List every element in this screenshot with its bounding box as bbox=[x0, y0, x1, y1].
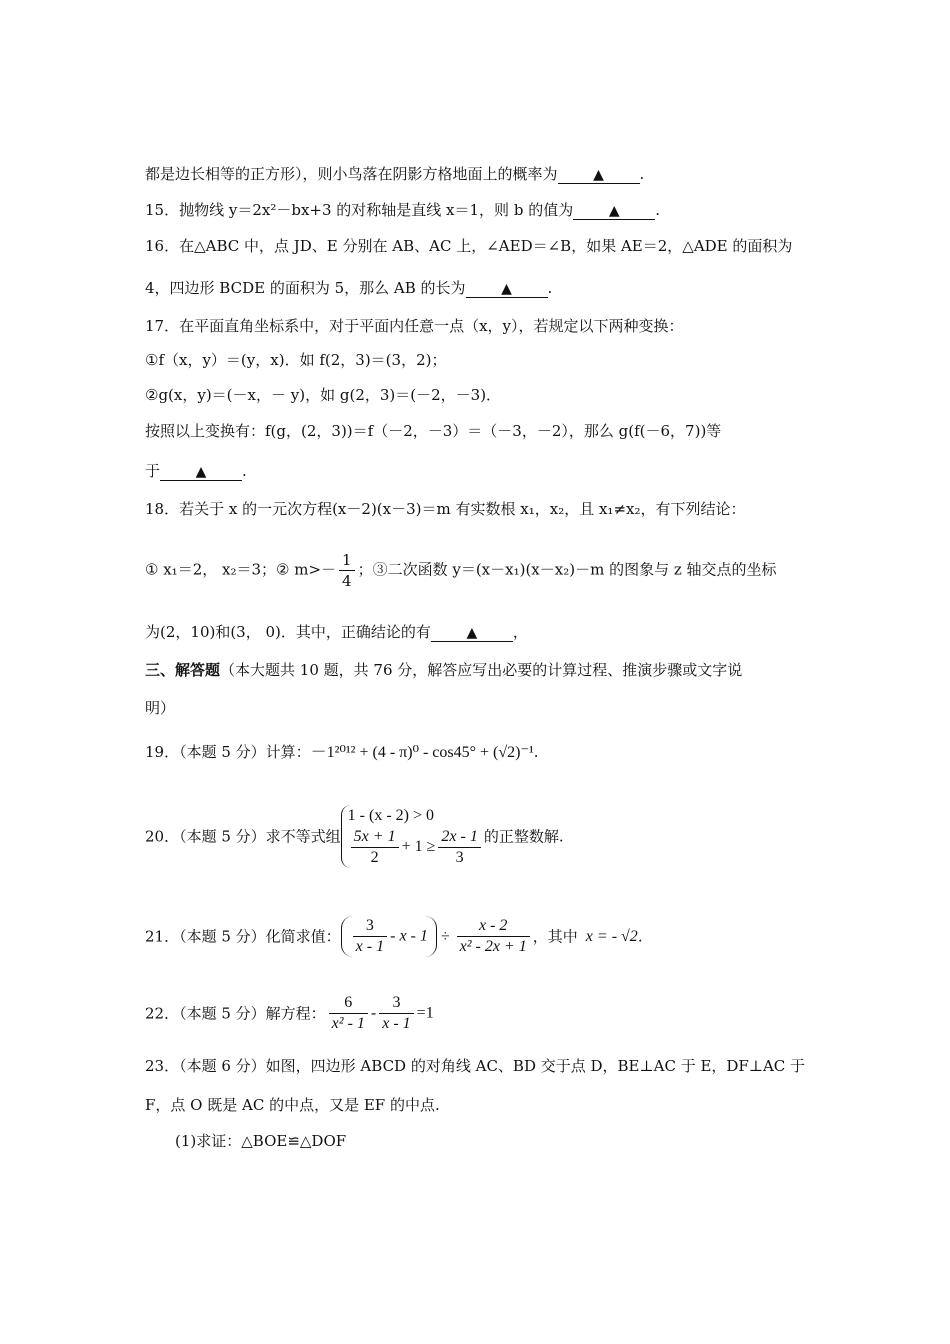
q21-bracket: $\frac{3}{x - 1}$ - x - 1 bbox=[341, 916, 437, 957]
triangle-icon: ▲ bbox=[195, 464, 207, 480]
q16-line1: 16．在△ABC 中，点 JD、E 分别在 AB、AC 上，∠AED＝∠B，如果 AE＝2，△ADE 的面积为 bbox=[145, 237, 793, 255]
triangle-icon: ▲ bbox=[501, 281, 512, 297]
inequality-system bbox=[341, 805, 484, 868]
q14-tail-line: 都是边长相等的正方形），则小鸟落在阴影方格地面上的概率为 ▲ . bbox=[145, 165, 645, 183]
triangle-icon: ▲ bbox=[466, 625, 478, 641]
section-description: （本大题共 10 题，共 76 分，解答应写出必要的计算过程、推演步骤或文字说 bbox=[220, 661, 743, 679]
q23-line2: F，点 O 既是 AC 的中点，又是 EF 的中点. bbox=[145, 1096, 440, 1114]
q19-line: 19．（本题 5 分）计算：－1²⁰¹² + (4 - π)⁰ - cos45° + (√2)⁻¹. bbox=[145, 743, 539, 761]
triangle-icon: ▲ bbox=[593, 167, 604, 183]
q19-expression: －1²⁰¹² + (4 - π)⁰ - cos45° + (√2)⁻¹ bbox=[310, 744, 534, 761]
fraction: $\frac{6}{\text{x² - 1}}$ bbox=[329, 993, 368, 1034]
fraction: $\frac{1}{4}$ bbox=[339, 550, 355, 591]
inequality-2: $\frac{5x + 1}{2}$ + 1 ≥ $\frac{2x - 1}{3}$ bbox=[348, 827, 484, 868]
q18-line3: 为(2，10)和(3， 0)．其中，正确结论的有 ▲ ， bbox=[145, 623, 528, 641]
q17-line4: 按照以上变换有：f(g，(2，3))＝f（－2，－3）＝（－3，－2），那么 g(f(－6，7))等 bbox=[145, 422, 722, 440]
q17-line5: 于 ▲ . bbox=[145, 462, 247, 480]
q18-line2: ① x₁＝2， x₂＝3；② m>－ $\frac{1}{4}$ ；③二次函数 y＝(x－x₁)(x－x₂)－m 的图象与 z 轴交点的坐标 bbox=[145, 551, 777, 590]
answer-blank bbox=[558, 166, 640, 184]
q21-line: 21．（本题 5 分）化简求值： $\frac{3}{x - 1}$ - x - 1 ÷ $\frac{x - 2}{\text{x² - 2x + 1}}$ ，其中 x = - √2. bbox=[145, 917, 643, 955]
fraction: $\frac{3}{x - 1}$ bbox=[379, 993, 413, 1034]
q17-line1: 17．在平面直角坐标系中，对于平面内任意一点（x，y），若规定以下两种变换： bbox=[145, 317, 684, 335]
fraction: $\frac{5x + 1}{2}$ bbox=[351, 827, 399, 868]
q21-value: x = - √2 bbox=[585, 927, 638, 945]
q15-line: 15．抛物线 y＝2x²－bx+3 的对称轴是直线 x＝1，则 b 的值为 ▲ . bbox=[145, 201, 660, 219]
q23-line1: 23．（本题 6 分）如图，四边形 ABCD 的对角线 AC、BD 交于点 D，BE⊥AC 于 E，DF⊥AC 于 bbox=[145, 1057, 806, 1075]
answer-blank bbox=[160, 463, 242, 481]
answer-blank bbox=[466, 280, 548, 298]
section-title: 三、解答题 bbox=[145, 661, 221, 679]
q22-line: 22．（本题 5 分）解方程： $\frac{6}{\text{x² - 1}}$ - $\frac{3}{x - 1}$ =1 bbox=[145, 994, 434, 1032]
fraction: $\frac{3}{x - 1}$ bbox=[353, 916, 387, 957]
fraction: $\frac{2x - 1}{3}$ bbox=[438, 827, 480, 868]
q14-text: 都是边长相等的正方形），则小鸟落在阴影方格地面上的概率为 bbox=[145, 165, 558, 183]
section-heading bbox=[145, 660, 742, 680]
q20-line: 20．（本题 5 分）求不等式组 1 - (x - 2) > 0 $\frac{5x + 1}{2}$ + 1 ≥ $\frac{2x - 1}{3}$ 的正整数解. bbox=[145, 807, 564, 866]
q17-line2: ①f（x，y）＝(y，x)．如 f(2，3)＝(3，2)； bbox=[145, 351, 447, 369]
q15-text: 15．抛物线 y＝2x²－bx+3 的对称轴是直线 x＝1，则 b 的值为 bbox=[145, 201, 574, 219]
q16-line2: 4，四边形 BCDE 的面积为 5，那么 AB 的长为 ▲ . bbox=[145, 279, 553, 297]
answer-blank bbox=[431, 624, 513, 642]
q17-line3: ②g(x，y)＝(－x，－ y)，如 g(2，3)＝(－2，－3)． bbox=[145, 386, 502, 404]
section-description-cont: 明） bbox=[145, 699, 176, 717]
inequality-1: 1 - (x - 2) > 0 bbox=[347, 807, 435, 824]
triangle-icon: ▲ bbox=[608, 203, 620, 219]
q18-line1: 18．若关于 x 的一元次方程(x－2)(x－3)＝m 有实数根 x₁，x₂，且 x₁≠x₂，有下列结论： bbox=[145, 500, 746, 518]
q23-part1: (1)求证：△BOE≌△DOF bbox=[175, 1132, 347, 1150]
fraction: $\frac{x - 2}{\text{x² - 2x + 1}}$ bbox=[457, 916, 530, 957]
answer-blank bbox=[573, 202, 655, 220]
